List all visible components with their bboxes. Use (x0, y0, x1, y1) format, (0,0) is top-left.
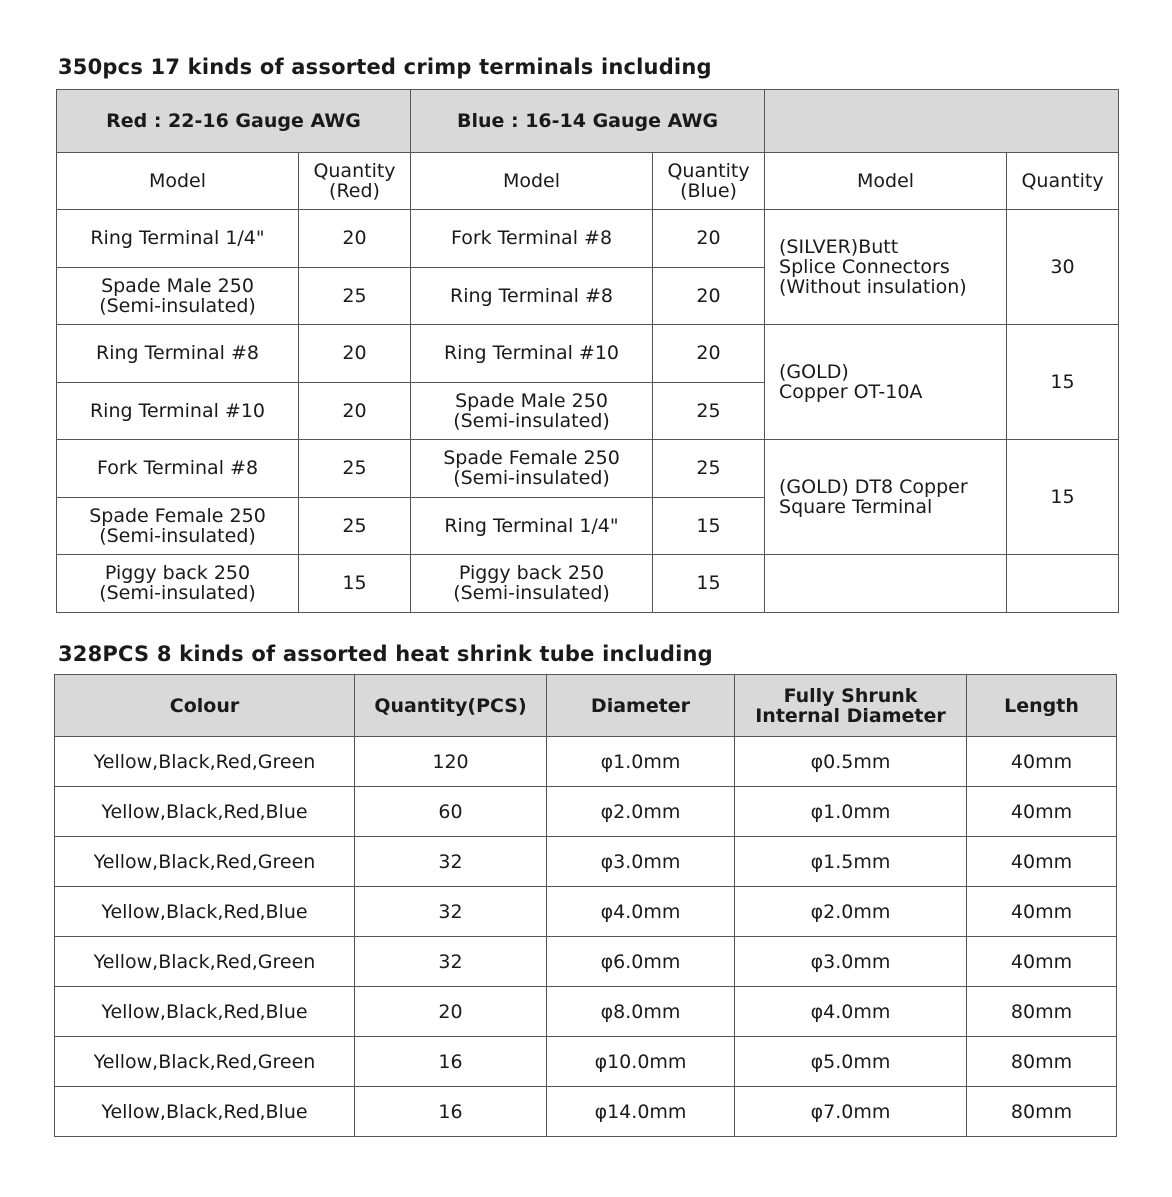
blue-quantity-cell: 25 (653, 382, 765, 440)
blue-quantity-cell: 25 (653, 440, 765, 498)
colour-cell: Yellow,Black,Red,Blue (55, 987, 355, 1037)
blue-quantity-header: Quantity (Blue) (653, 153, 765, 210)
red-quantity-cell: 20 (299, 382, 411, 440)
quantity-cell: 16 (355, 1087, 547, 1137)
blue-quantity-cell: 20 (653, 210, 765, 268)
other-model-cell: (SILVER)Butt Splice Connectors (Without insulation) (765, 210, 1007, 325)
diameter-cell: φ10.0mm (547, 1037, 735, 1087)
blue-model-cell: Fork Terminal #8 (411, 210, 653, 268)
length-cell: 40mm (967, 887, 1117, 937)
table-row (55, 887, 1117, 937)
diameter-cell: φ14.0mm (547, 1087, 735, 1137)
shrunk-diameter-cell: φ5.0mm (735, 1037, 967, 1087)
blue-model-cell: Piggy back 250 (Semi-insulated) (411, 555, 653, 613)
group-blue-header: Blue : 16-14 Gauge AWG (411, 90, 765, 153)
table-row (55, 1087, 1117, 1137)
red-quantity-cell: 15 (299, 555, 411, 613)
quantity-cell: 32 (355, 937, 547, 987)
colour-cell: Yellow,Black,Red,Green (55, 837, 355, 887)
table-row (57, 440, 1119, 498)
shrunk-diameter-cell: φ1.5mm (735, 837, 967, 887)
red-quantity-cell: 20 (299, 210, 411, 268)
blue-quantity-cell: 15 (653, 497, 765, 555)
table-row (55, 987, 1117, 1037)
red-model-cell: Spade Male 250 (Semi-insulated) (57, 267, 299, 325)
red-quantity-cell: 25 (299, 497, 411, 555)
quantity-cell: 32 (355, 837, 547, 887)
other-quantity-cell (1007, 555, 1119, 613)
blue-model-cell: Spade Female 250 (Semi-insulated) (411, 440, 653, 498)
other-quantity-cell: 15 (1007, 440, 1119, 555)
shrunk-diameter-header: Fully Shrunk Internal Diameter (735, 675, 967, 737)
shrunk-diameter-cell: φ2.0mm (735, 887, 967, 937)
blue-model-header: Model (411, 153, 653, 210)
colour-cell: Yellow,Black,Red,Green (55, 937, 355, 987)
heatshrink-title: 328PCS 8 kinds of assorted heat shrink tube including (58, 642, 713, 666)
terminals-title: 350pcs 17 kinds of assorted crimp terminals including (58, 55, 712, 79)
red-model-cell: Ring Terminal #10 (57, 382, 299, 440)
quantity-cell: 32 (355, 887, 547, 937)
red-model-cell: Ring Terminal #8 (57, 325, 299, 383)
shrunk-diameter-cell: φ3.0mm (735, 937, 967, 987)
quantity-cell: 120 (355, 737, 547, 787)
table-row (55, 787, 1117, 837)
red-model-cell: Spade Female 250 (Semi-insulated) (57, 497, 299, 555)
blue-model-cell: Spade Male 250 (Semi-insulated) (411, 382, 653, 440)
length-cell: 40mm (967, 737, 1117, 787)
red-quantity-header: Quantity (Red) (299, 153, 411, 210)
length-cell: 40mm (967, 787, 1117, 837)
shrunk-diameter-cell: φ0.5mm (735, 737, 967, 787)
shrunk-diameter-cell: φ1.0mm (735, 787, 967, 837)
length-cell: 40mm (967, 937, 1117, 987)
length-header: Length (967, 675, 1117, 737)
table-row (57, 210, 1119, 268)
table-row (57, 555, 1119, 613)
red-quantity-cell: 20 (299, 325, 411, 383)
crimp-terminals-table (56, 89, 1119, 613)
table-row (57, 325, 1119, 383)
other-quantity-header: Quantity (1007, 153, 1119, 210)
red-quantity-cell: 25 (299, 440, 411, 498)
colour-cell: Yellow,Black,Red,Green (55, 737, 355, 787)
diameter-cell: φ1.0mm (547, 737, 735, 787)
group-red-header: Red : 22-16 Gauge AWG (57, 90, 411, 153)
diameter-cell: φ4.0mm (547, 887, 735, 937)
diameter-cell: φ8.0mm (547, 987, 735, 1037)
other-quantity-cell: 30 (1007, 210, 1119, 325)
other-model-header: Model (765, 153, 1007, 210)
other-quantity-cell: 15 (1007, 325, 1119, 440)
blue-quantity-cell: 20 (653, 325, 765, 383)
colour-cell: Yellow,Black,Red,Blue (55, 1087, 355, 1137)
colour-cell: Yellow,Black,Red,Green (55, 1037, 355, 1087)
blue-quantity-cell: 20 (653, 267, 765, 325)
group-other-header (765, 90, 1119, 153)
other-model-cell: (GOLD) Copper OT-10A (765, 325, 1007, 440)
length-cell: 80mm (967, 1037, 1117, 1087)
table-row (55, 737, 1117, 787)
red-quantity-cell: 25 (299, 267, 411, 325)
heat-shrink-table (54, 674, 1117, 1137)
blue-model-cell: Ring Terminal #10 (411, 325, 653, 383)
quantity-cell: 20 (355, 987, 547, 1037)
diameter-cell: φ6.0mm (547, 937, 735, 987)
red-model-cell: Fork Terminal #8 (57, 440, 299, 498)
table-row (55, 1037, 1117, 1087)
red-model-cell: Ring Terminal 1/4" (57, 210, 299, 268)
diameter-cell: φ2.0mm (547, 787, 735, 837)
quantity-cell: 16 (355, 1037, 547, 1087)
other-model-cell (765, 555, 1007, 613)
quantity-header: Quantity(PCS) (355, 675, 547, 737)
shrunk-diameter-cell: φ4.0mm (735, 987, 967, 1037)
table-row (55, 937, 1117, 987)
table-row (55, 837, 1117, 887)
red-model-header: Model (57, 153, 299, 210)
quantity-cell: 60 (355, 787, 547, 837)
blue-quantity-cell: 15 (653, 555, 765, 613)
red-model-cell: Piggy back 250 (Semi-insulated) (57, 555, 299, 613)
other-model-cell: (GOLD) DT8 Copper Square Terminal (765, 440, 1007, 555)
diameter-cell: φ3.0mm (547, 837, 735, 887)
shrunk-diameter-cell: φ7.0mm (735, 1087, 967, 1137)
diameter-header: Diameter (547, 675, 735, 737)
length-cell: 80mm (967, 987, 1117, 1037)
length-cell: 40mm (967, 837, 1117, 887)
colour-header: Colour (55, 675, 355, 737)
length-cell: 80mm (967, 1087, 1117, 1137)
colour-cell: Yellow,Black,Red,Blue (55, 787, 355, 837)
blue-model-cell: Ring Terminal #8 (411, 267, 653, 325)
blue-model-cell: Ring Terminal 1/4" (411, 497, 653, 555)
colour-cell: Yellow,Black,Red,Blue (55, 887, 355, 937)
